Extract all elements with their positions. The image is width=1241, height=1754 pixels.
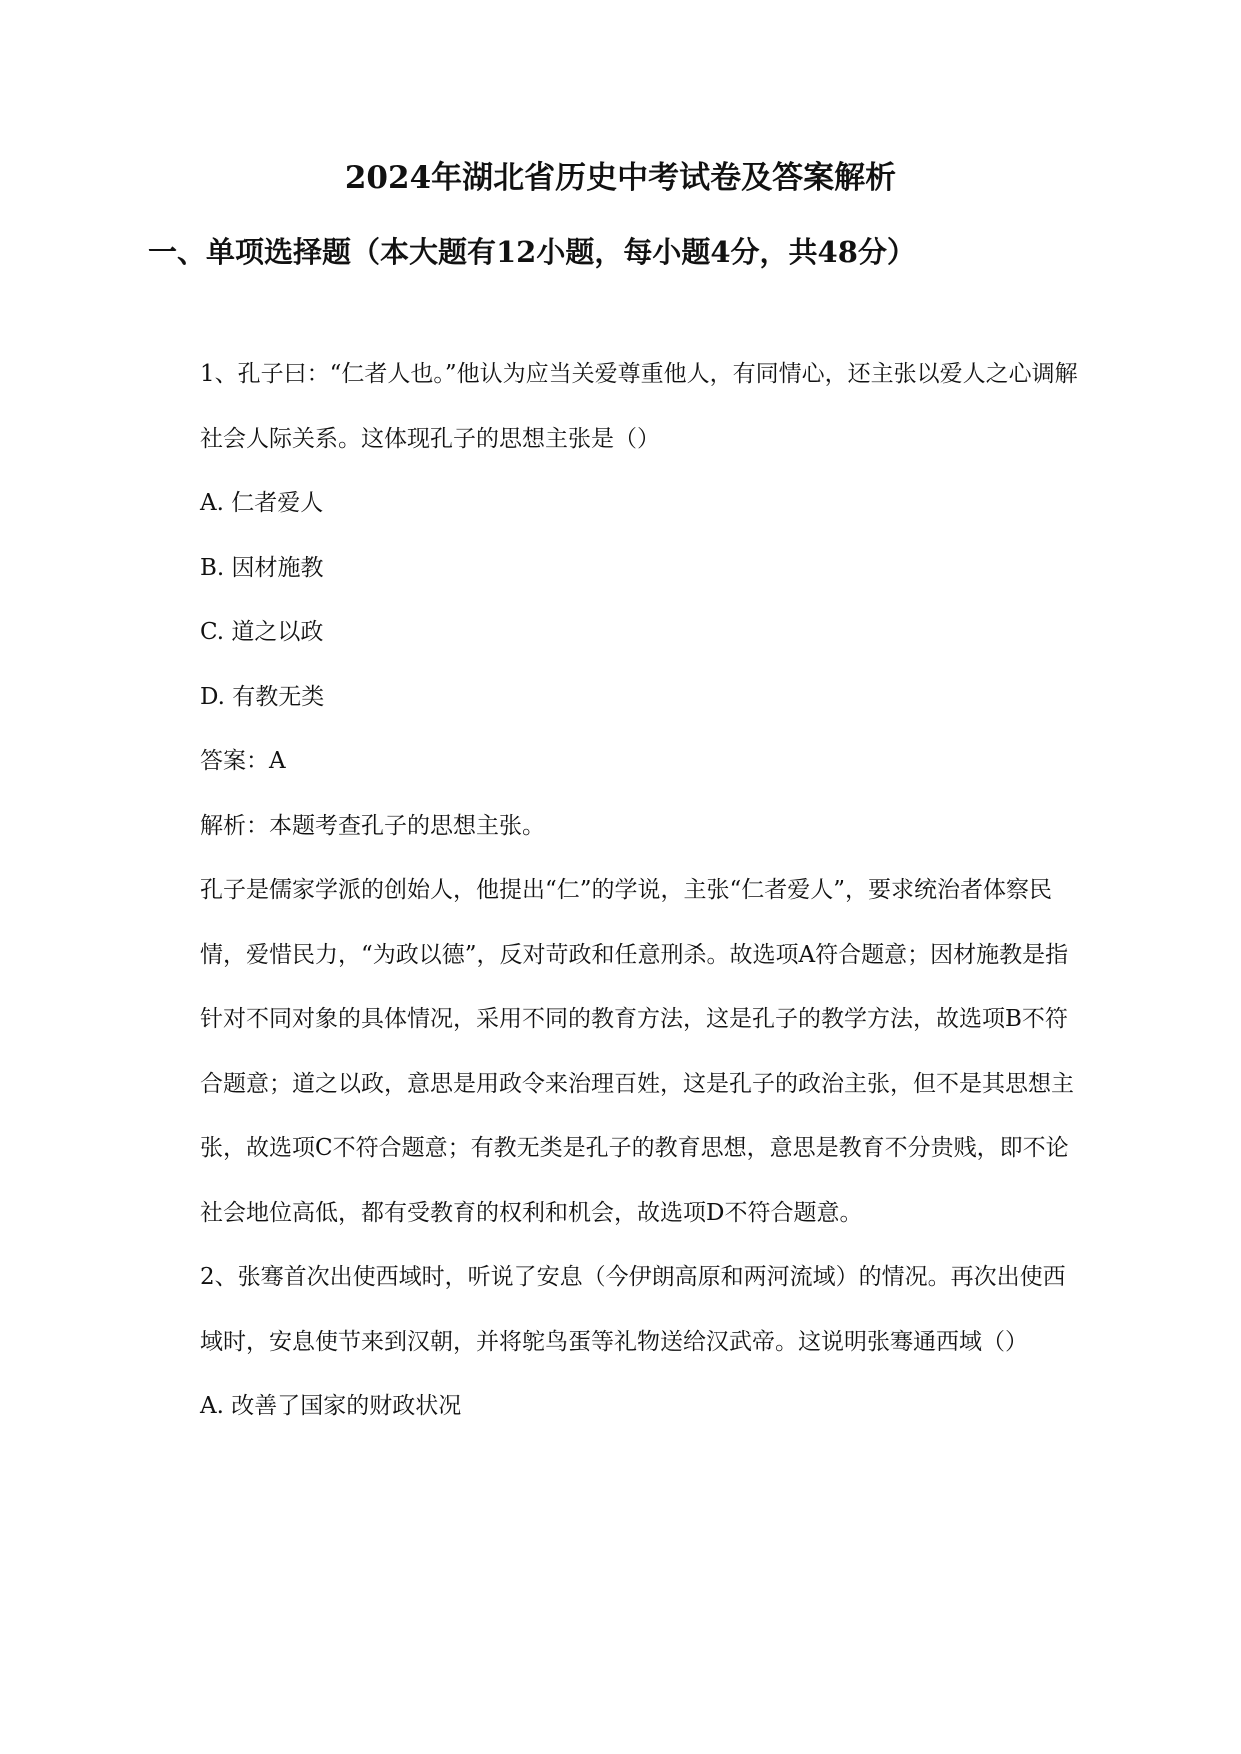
option-c: C. 道之以政 <box>200 619 324 645</box>
question-stem: 2、张骞首次出使西域时，听说了安息（今伊朗高原和两河流域）的情况。再次出使西域时，安息使节来到汉朝，并将鸵鸟蛋等礼物送给汉武帝。这说明张骞通西域（） <box>200 1264 1066 1355</box>
analysis-title: 解析：本题考查孔子的思想主张。 <box>200 812 545 839</box>
option-b: B. 因材施教 <box>200 554 324 581</box>
answer-line: 答案：A <box>200 748 286 774</box>
option-a: A. 仁者爱人 <box>200 490 324 516</box>
analysis-body: 孔子是儒家学派的创始人，他提出“仁”的学说，主张“仁者爱人”，要求统治者体察民情，爱惜民力，“为政以德”，反对苛政和任意刑杀。故选项A符合题意；因材施教是指针对不同对象的具体情况，采用不同的教育方法，这是孔子的教学方法，故选项B不符合题意；道之以政，意思是用政令来治理百姓，这是孔子的政治主张，但不是其思想主张，故选项C不符合题意；有教无类是孔子的教育思想，意思是教育不分贵贱，即不论社会地位高低，都有受教育的权利和机会，故选项D不符合题意。 <box>200 877 1074 1226</box>
question-stem: 1、孔子曰：“仁者人也。”他认为应当关爱尊重他人，有同情心，还主张以爱人之心调解社会人际关系。这体现孔子的思想主张是（） <box>200 361 1078 452</box>
document-body <box>200 342 1080 1439</box>
option-a: A. 改善了国家的财政状况 <box>200 1393 462 1419</box>
option-d: D. 有教无类 <box>200 683 325 710</box>
section-heading: 一、单项选择题（本大题有12小题，每小题4分，共48分） <box>148 235 916 269</box>
document-title: 2024年湖北省历史中考试卷及答案解析 <box>344 160 897 196</box>
